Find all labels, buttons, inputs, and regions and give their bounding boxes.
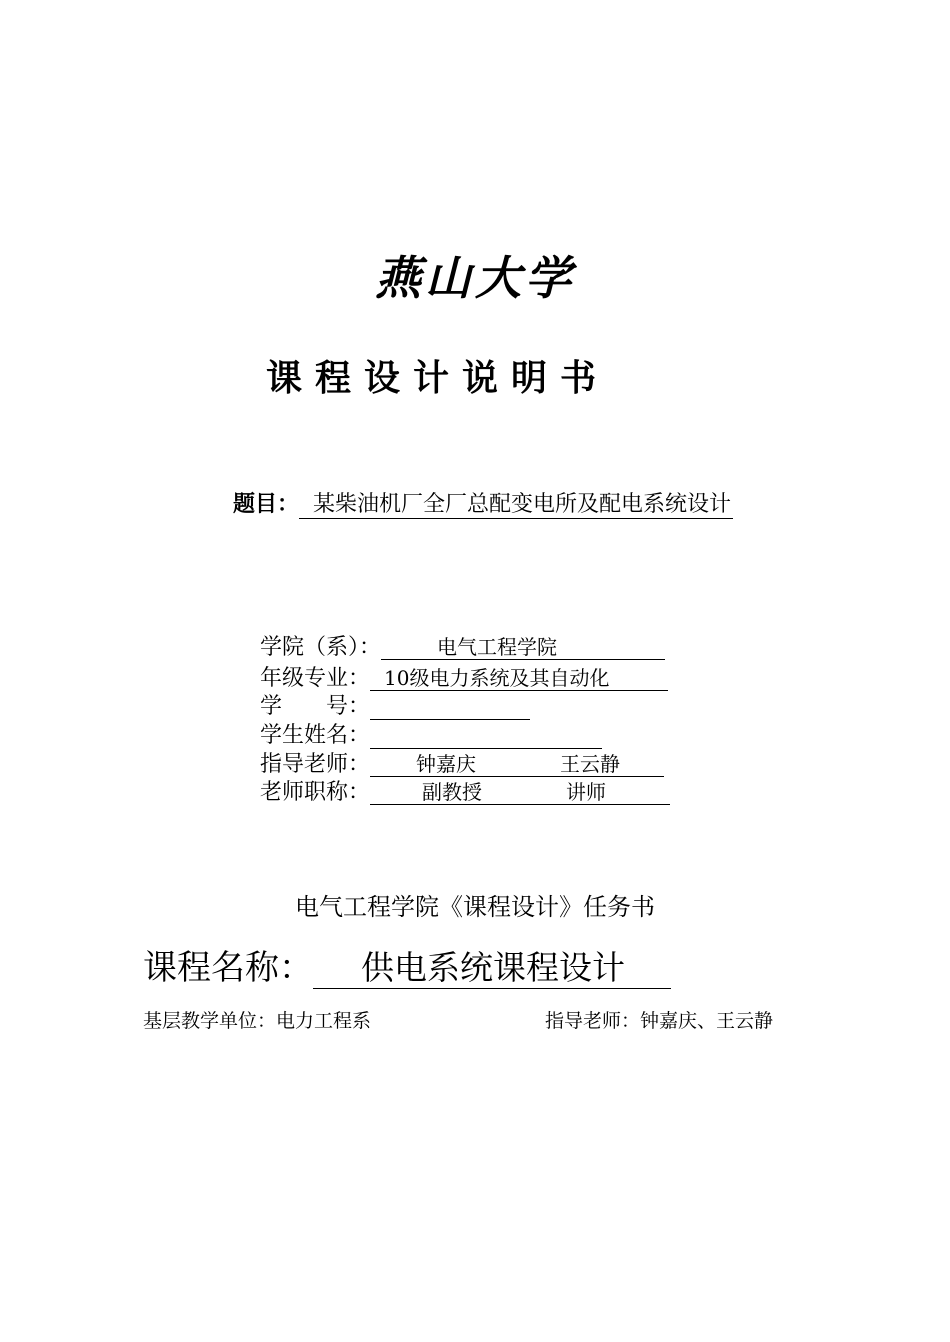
field-value-group — [370, 780, 670, 805]
field-value — [370, 724, 602, 749]
course-row — [143, 940, 671, 989]
field-label: 学生姓名： — [260, 723, 371, 748]
field-value — [370, 695, 530, 720]
advisor-1: 钟嘉庆 — [416, 752, 477, 776]
field-label: 年级专业： — [260, 666, 371, 691]
field-label: 指导老师： — [260, 752, 371, 777]
field-label: 老师职称： — [260, 780, 371, 805]
advisor-2: 王云静 — [560, 752, 621, 776]
field-label: 学 号： — [260, 694, 371, 719]
university-name: 燕山大学 — [375, 251, 575, 305]
task-book-title: 电气工程学院《课程设计》任务书 — [295, 893, 655, 921]
field-value: 电气工程学院 — [381, 635, 665, 660]
topic-label: 题目： — [233, 492, 300, 517]
field-college — [260, 630, 665, 661]
field-value-group — [370, 752, 664, 777]
topic-value: 某柴油机厂全厂总配变电所及配电系统设计 — [299, 492, 733, 519]
field-value: 10级电力系统及其自动化 — [370, 666, 668, 691]
document-title: 课程设计说明书 — [266, 358, 610, 399]
task-advisors: 指导老师：钟嘉庆、王云静 — [545, 1010, 774, 1032]
field-label: 学院（系）： — [260, 635, 382, 660]
field-advisor-title — [260, 775, 670, 806]
field-student-name — [260, 718, 602, 749]
advisor-title-2: 讲师 — [566, 780, 607, 804]
field-advisor — [260, 747, 664, 778]
field-student-id — [260, 689, 530, 720]
advisor-title-1: 副教授 — [422, 780, 483, 804]
field-grade-major — [260, 661, 668, 692]
teaching-unit: 基层教学单位：电力工程系 — [143, 1010, 372, 1032]
topic-row — [233, 487, 733, 519]
course-value: 供电系统课程设计 — [313, 948, 671, 989]
course-label: 课程名称： — [143, 948, 313, 988]
